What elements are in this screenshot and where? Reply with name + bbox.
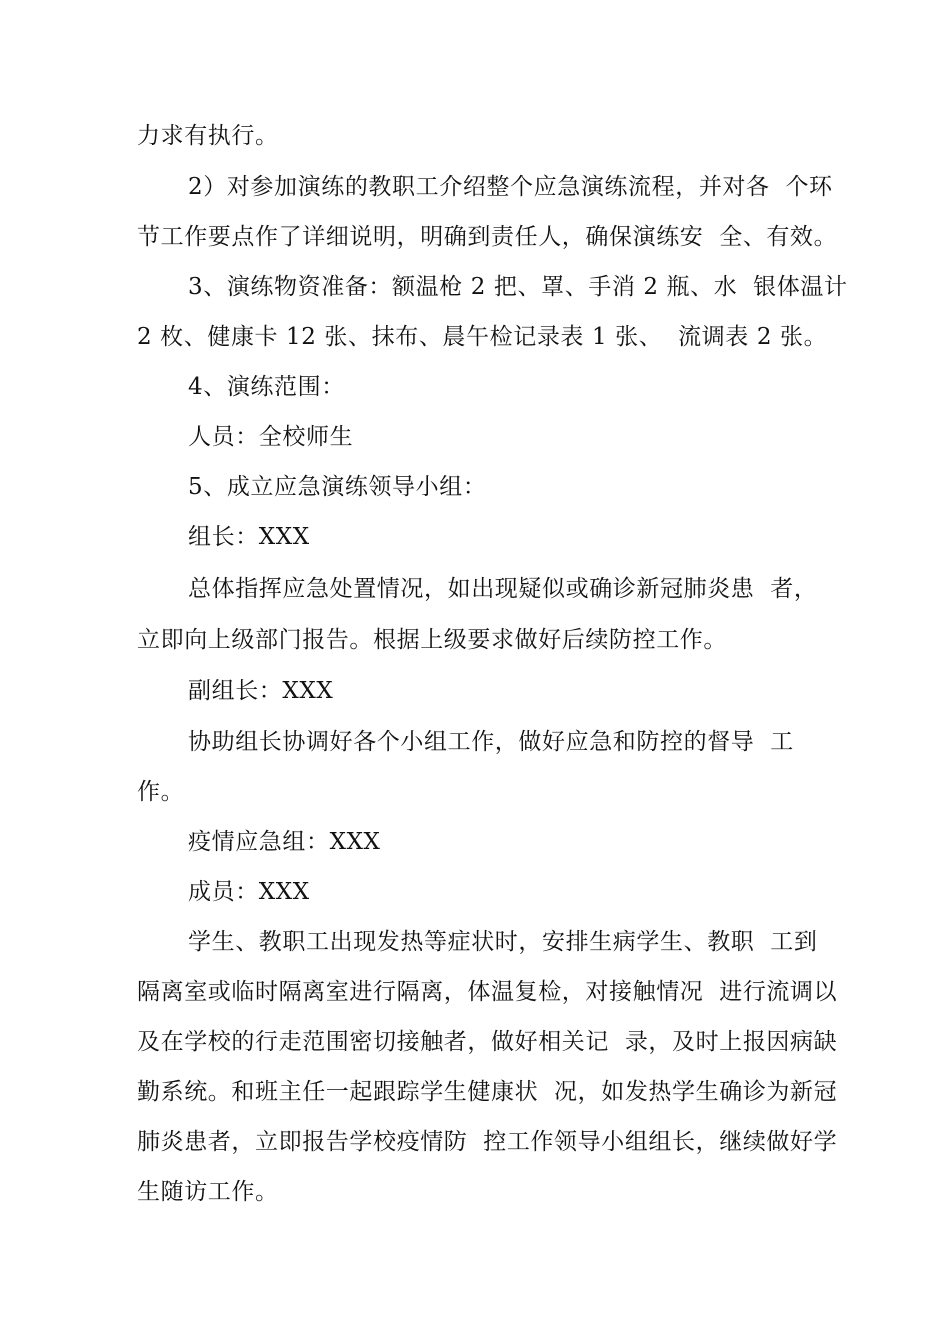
text-line: 总体指挥应急处置情况，如出现疑似或确诊新冠肺炎患 者， <box>188 576 818 602</box>
text-line: 生随访工作。 <box>137 1179 279 1205</box>
text-line: 5、成立应急演练领导小组： <box>188 474 487 500</box>
text-line: 力求有执行。 <box>137 123 279 149</box>
text-line: 2）对参加演练的教职工介绍整个应急演练流程，并对各 个环 <box>188 174 833 200</box>
text-line: 勤系统。和班主任一起跟踪学生健康状 况，如发热学生确诊为新冠 <box>137 1079 838 1105</box>
text-line: 3、演练物资准备：额温枪 2 把、罩、手消 2 瓶、水 银体温计 <box>188 274 848 300</box>
text-line: 组长：XXX <box>188 524 310 550</box>
text-line: 节工作要点作了详细说明，明确到责任人，确保演练安 全、有效。 <box>137 224 838 250</box>
text-line: 协助组长协调好各个小组工作，做好应急和防控的督导 工 <box>188 729 794 755</box>
text-line: 副组长：XXX <box>188 678 334 704</box>
text-line: 人员：全校师生 <box>188 424 354 450</box>
text-line: 2 枚、健康卡 12 张、抹布、晨午检记录表 1 张、 流调表 2 张。 <box>137 324 828 350</box>
text-line: 及在学校的行走范围密切接触者，做好相关记 录，及时上报因病缺 <box>137 1029 838 1055</box>
text-line: 成员：XXX <box>188 879 310 905</box>
text-line: 4、演练范围： <box>188 374 345 400</box>
text-line: 隔离室或临时隔离室进行隔离，体温复检，对接触情况 进行流调以 <box>137 979 838 1005</box>
text-line: 疫情应急组：XXX <box>188 829 381 855</box>
text-line: 学生、教职工出现发热等症状时，安排生病学生、教职 工到 <box>188 929 818 955</box>
text-line: 肺炎患者，立即报告学校疫情防 控工作领导小组组长，继续做好学 <box>137 1129 838 1155</box>
text-line: 作。 <box>137 779 185 805</box>
text-line: 立即向上级部门报告。根据上级要求做好后续防控工作。 <box>137 627 727 653</box>
